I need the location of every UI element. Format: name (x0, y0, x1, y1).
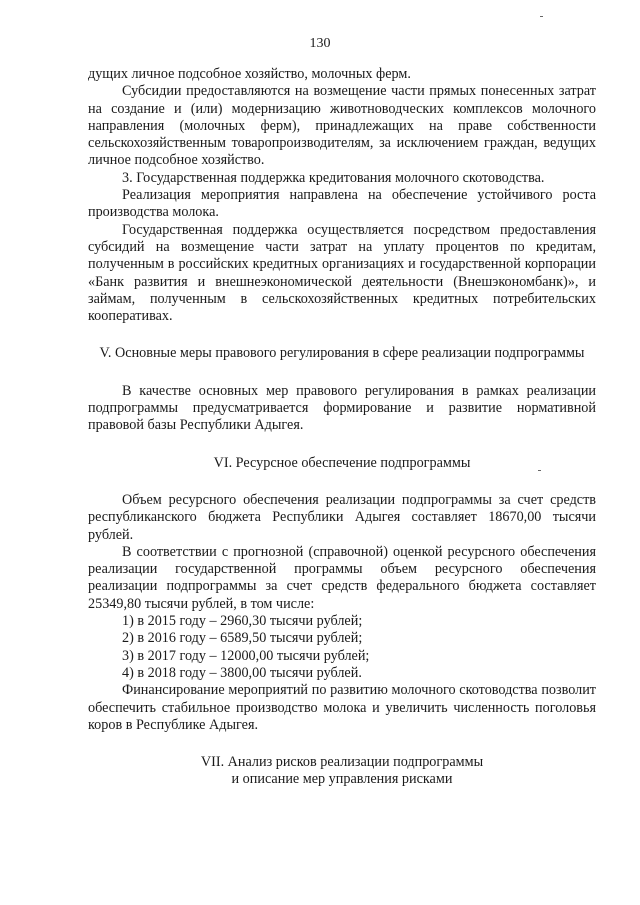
list-item-2016: 2) в 2016 году – 6589,50 тысячи рублей; (122, 630, 363, 647)
paragraph-regional-budget: Объем ресурсного обеспечения реализации подпрограммы за счет средств республиканского бюджета Республики Адыгея составляет 18670,00 тысячи рублей. (88, 491, 596, 543)
section-heading-v: V. Основные меры правового регулирования в сфере реализации подпрограммы (99, 345, 585, 362)
paragraph-federal-budget: В соответствии с прогнозной (справочной) оценкой ресурсного обеспечения реализации государственной программы объем ресурсного обеспечения реализации подпрограммы за счет средств федерального бюджета составляет 25349,80 тысячи рублей, в том числе: (88, 543, 596, 612)
paragraph-subsidies: Субсидии предоставляются на возмещение части прямых понесенных затрат на создание и (или) модернизацию животноводческих комплексов молочного направления (молочных ферм), принадлежащих на праве собственности сельскохозяйственным товаропроизводителям, за исключением граждан, ведущих личное подсобное хозяйство. (88, 83, 596, 169)
paragraph-support: Государственная поддержка осуществляется посредством предоставления субсидий на возмещение части затрат на уплату процентов по кредитам, полученным в российских кредитных организациях и государственной корпорации «Банк развития и внешнеэкономической деятельности (Внешэкономбанк)», и займам, полученным в сельскохозяйственных кредитных потребительских кооперативах. (88, 221, 596, 325)
list-item-2017: 3) в 2017 году – 12000,00 тысячи рублей; (122, 647, 370, 664)
page-number: 130 (309, 36, 331, 51)
scan-speck (538, 470, 541, 471)
paragraph-financing: Финансирование мероприятий по развитию молочного скотоводства позволит обеспечить стабильное производство молока и увеличить численность поголовья коров в Республике Адыгея. (88, 682, 596, 733)
list-item-2018: 4) в 2018 году – 3800,00 тысячи рублей. (122, 664, 362, 681)
paragraph-item-3: 3. Государственная поддержка кредитования молочного скотоводства. (122, 169, 545, 186)
paragraph-continuation: дущих личное подсобное хозяйство, молочных ферм. (88, 66, 411, 82)
section-heading-vii-line1: VII. Анализ рисков реализации подпрограммы (200, 754, 484, 771)
scan-speck (540, 16, 543, 17)
document-body (88, 66, 596, 789)
section-heading-vii-line2: и описание мер управления рисками (231, 771, 453, 788)
paragraph-goal: Реализация мероприятия направлена на обеспечение устойчивого роста производства молока. (88, 187, 596, 221)
section-heading-vi: VI. Ресурсное обеспечение подпрограммы (213, 454, 471, 471)
list-item-2015: 1) в 2015 году – 2960,30 тысячи рублей; (122, 613, 363, 630)
paragraph-legal: В качестве основных мер правового регулирования в рамках реализации подпрограммы предусматривается формирование и развитие нормативной правовой базы Республики Адыгея. (88, 382, 596, 434)
